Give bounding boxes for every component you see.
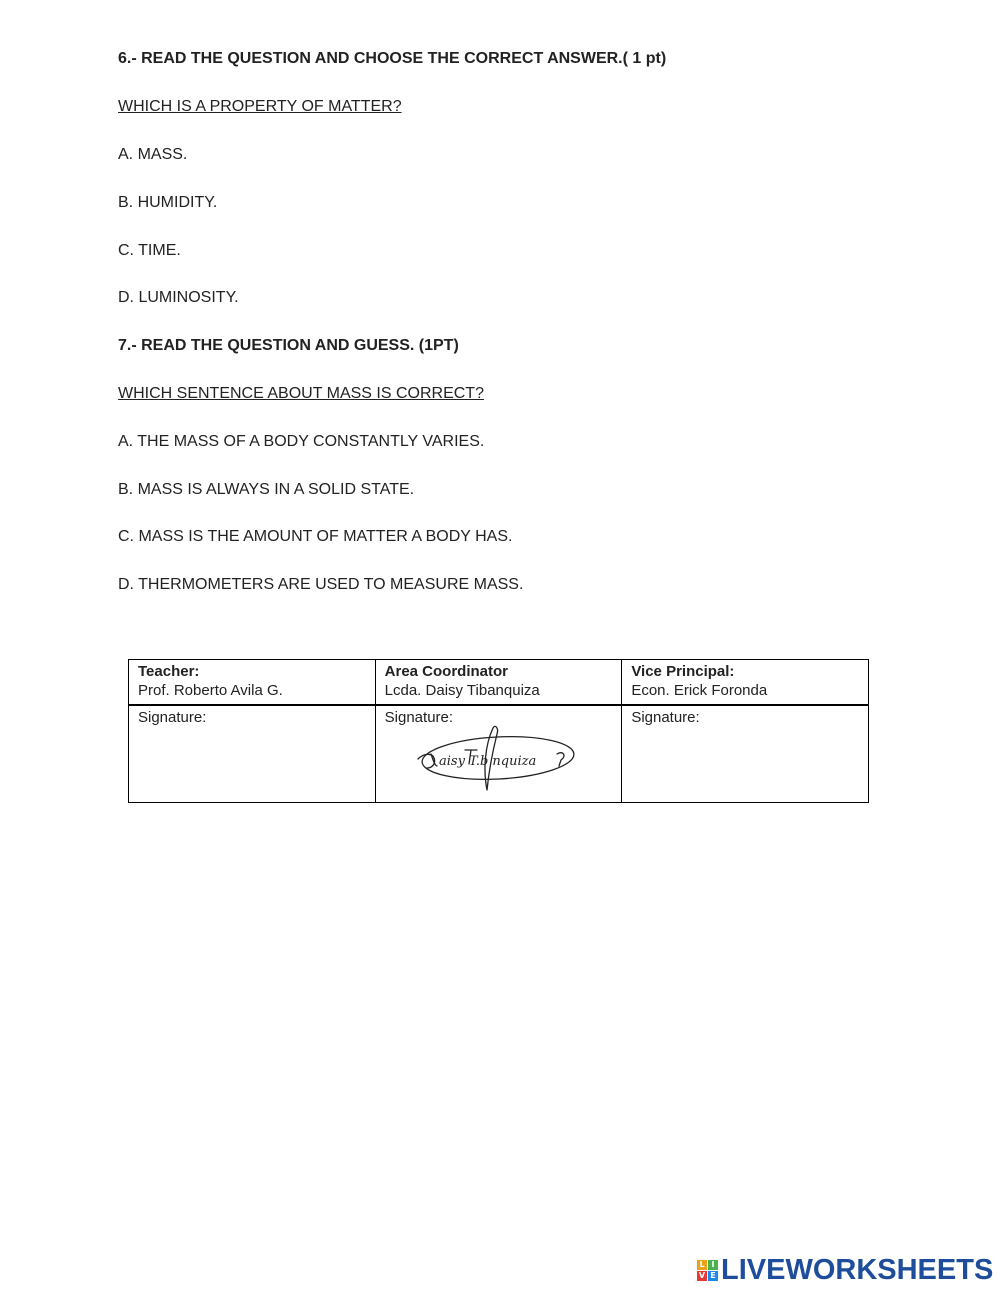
brand-letter-e: E — [708, 1271, 718, 1281]
teacher-cell — [129, 660, 376, 706]
coordinator-name: Lcda. Daisy Tibanquiza — [384, 682, 540, 699]
question-6-option-d: D. LUMINOSITY. — [118, 289, 239, 306]
question-6-heading: 6.- READ THE QUESTION AND CHOOSE THE CORRECT ANSWER.( 1 pt) — [118, 50, 667, 67]
brand-letter-i: I — [708, 1260, 718, 1270]
question-7-text: WHICH SENTENCE ABOUT MASS IS CORRECT? — [118, 385, 484, 402]
brand-logo-grid — [697, 1260, 718, 1281]
vice-principal-signature-label: Signature: — [631, 709, 700, 726]
teacher-name: Prof. Roberto Avila G. — [138, 682, 283, 699]
brand-name: LIVEWORKSHEETS — [721, 1253, 994, 1286]
signature-scribble-text: aisy T.b nquiza — [439, 754, 537, 769]
vice-principal-cell — [622, 660, 869, 706]
signature-table-header-row — [129, 660, 869, 706]
brand-letter-v: V — [698, 1270, 706, 1280]
coordinator-cell — [375, 660, 622, 706]
question-6-text: WHICH IS A PROPERTY OF MATTER? — [118, 98, 402, 115]
teacher-role: Teacher: — [138, 663, 200, 680]
question-6-option-b: B. HUMIDITY. — [118, 194, 218, 211]
liveworksheets-logo — [697, 1254, 993, 1286]
brand-letter-l: L — [697, 1260, 707, 1270]
vice-principal-signature-cell — [622, 705, 869, 803]
question-7-option-a: A. THE MASS OF A BODY CONSTANTLY VARIES. — [118, 433, 485, 450]
question-7-option-d: D. THERMOMETERS ARE USED TO MEASURE MASS. — [118, 576, 524, 593]
coordinator-signature-label: Signature: — [384, 709, 454, 726]
coordinator-role: Area Coordinator — [384, 663, 509, 680]
handwritten-signature — [415, 720, 580, 800]
teacher-signature-cell — [129, 705, 376, 803]
teacher-signature-label: Signature: — [138, 709, 207, 726]
question-6-option-a: A. MASS. — [118, 146, 188, 163]
question-7-option-c: C. MASS IS THE AMOUNT OF MATTER A BODY HAS. — [118, 528, 513, 545]
question-7-heading: 7.- READ THE QUESTION AND GUESS. (1PT) — [118, 337, 459, 354]
question-7-option-b: B. MASS IS ALWAYS IN A SOLID STATE. — [118, 481, 415, 498]
question-6-option-c: C. TIME. — [118, 242, 181, 259]
vice-principal-role: Vice Principal: — [631, 663, 735, 680]
vice-principal-name: Econ. Erick Foronda — [631, 682, 768, 699]
